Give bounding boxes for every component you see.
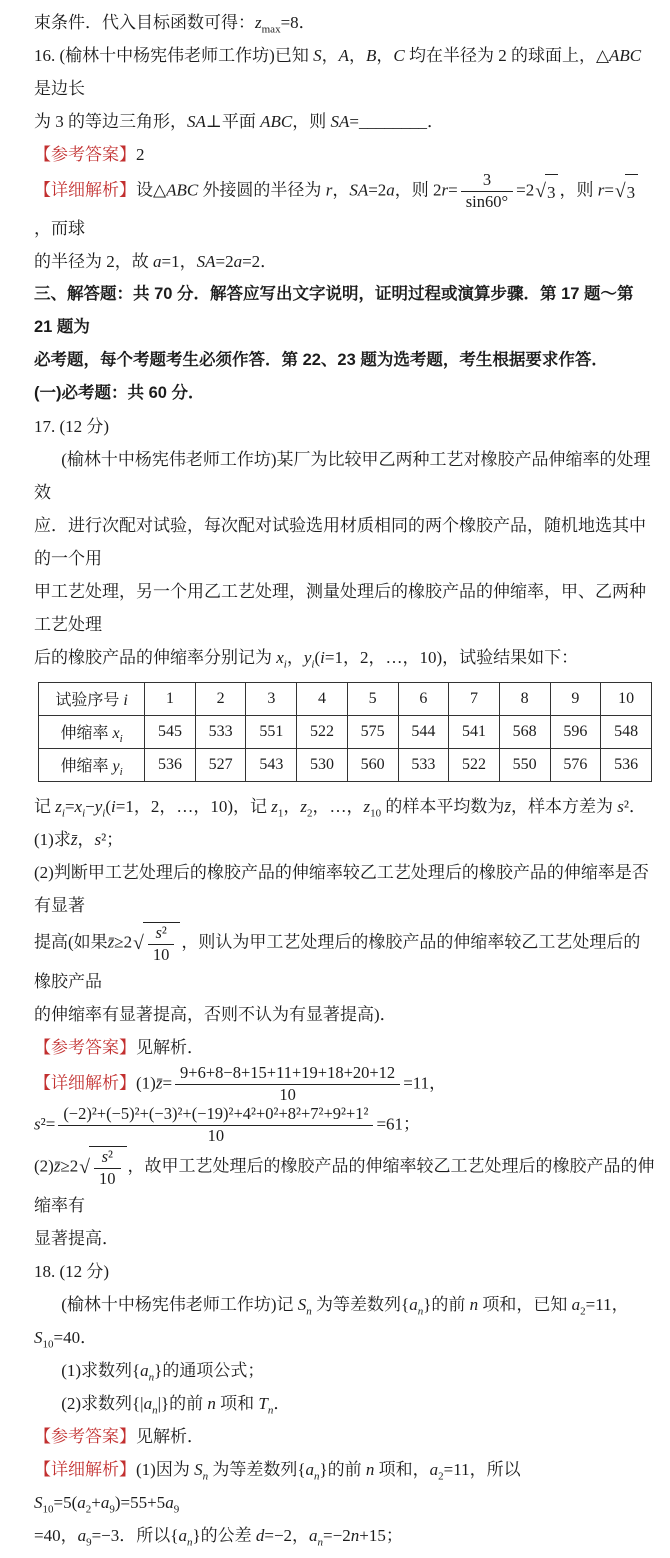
table-cell: 596 — [550, 715, 601, 748]
math-subscript: i — [311, 658, 315, 671]
q17-part2-line3: 的伸缩率有显著提高，否则不认为有显著提高)． — [34, 1004, 397, 1024]
section3-header-line2: 必考题，每个考题考生必须作答．第 22、23 题为选考题，考生根据要求作答． — [34, 350, 608, 369]
math-variable: s — [101, 1146, 109, 1166]
table-header-cell: 9 — [550, 682, 601, 715]
math-variable: y — [94, 796, 103, 816]
math-fraction — [148, 924, 175, 965]
math-fraction — [461, 171, 513, 212]
math-variable: x — [276, 647, 284, 667]
fraction-numerator: s² — [94, 1148, 121, 1169]
q17-analysis-line3: (2)z̄≥2 √ $\frac{\text{s²}}{10}$ ，故甲工艺处理后的橡胶产品的伸缩率较乙工艺处理后的橡胶产品的伸缩率有 — [34, 1146, 655, 1215]
q18-answer: 【参考答案】见解析． — [34, 1426, 204, 1446]
table-cell: 533 — [195, 715, 246, 748]
math-variable: a — [233, 251, 243, 271]
table-cell: 575 — [347, 715, 398, 748]
radical-sign-icon: √ — [535, 180, 546, 202]
q17-stem-line5: 记 $z_i=x_i-y_i(i=1$，2，…，10)，记 $z_1$，$z_2$，…，$z_{10}$ 的样本平均数为z̄，样本方差为 s²． — [34, 796, 646, 820]
math-variable: SA — [187, 112, 206, 131]
math-variable: ABC — [166, 180, 199, 200]
math-variable: S — [297, 1294, 307, 1314]
math-variable-mean: z̄ — [107, 932, 115, 952]
math-subscript: 2 — [580, 1305, 586, 1318]
q17-analysis-line1: 【详细解析】(1)z̄= $\frac{9+6+8-8+15+11+19+18+20+12}{10}$ =11， — [34, 1062, 447, 1104]
math-variable: s — [617, 796, 624, 816]
q18-part2: (2)求数列$\{|a_n|\}$的前 n 项和 $T_n$． — [61, 1393, 291, 1417]
table-cell: 568 — [499, 715, 550, 748]
radical-body — [89, 1146, 127, 1189]
table-cell: 543 — [246, 748, 297, 781]
q18-stem-line1: (榆林十中杨宪伟老师工作坊)记 $S_n$ 为等差数列$\{a_n\}$的前 n 项和，已知 $a_2=11$，$S_{10}=40$． — [34, 1294, 629, 1351]
math-variable: y — [303, 647, 312, 667]
math-variable: z — [55, 796, 62, 816]
table-row — [39, 715, 652, 748]
math-variable: r — [597, 180, 605, 200]
table-header-cell: 7 — [449, 682, 500, 715]
math-subscript: n — [317, 1536, 324, 1549]
math-radical — [535, 174, 558, 209]
table-cell: 544 — [398, 715, 449, 748]
math-variable: i — [123, 692, 128, 710]
math-variable: a — [143, 1393, 153, 1413]
q17-stem-line2: 应．进行次配对试验，每次配对试验选用材质相同的两个橡胶产品，随机地选其中的一个用 — [34, 515, 646, 568]
table-header-cell: 3 — [246, 682, 297, 715]
math-subscript: max — [261, 23, 281, 36]
q16-analysis-line2: 的半径为 2，故 a=1，SA=2a=2． — [34, 251, 278, 271]
fraction-denominator: 10 — [207, 1125, 225, 1145]
math-variable: SA — [196, 251, 216, 271]
table-cell: 522 — [297, 715, 348, 748]
q17-stem-line1: (榆林十中杨宪伟老师工作坊)某厂为比较甲乙两种工艺对橡胶产品伸缩率的处理效 — [34, 449, 651, 502]
math-subscript: n — [306, 1305, 312, 1318]
math-variable: S — [313, 46, 322, 65]
q16-stem-line2: 为 3 的等边三角形，SA⊥平面 ABC，则 SA=________． — [34, 112, 444, 131]
math-subscript: i — [119, 733, 123, 746]
math-variable: SA — [349, 180, 369, 200]
table-cell: 522 — [449, 748, 500, 781]
q17-part2-line1: (2)判断甲工艺处理后的橡胶产品的伸缩率较乙工艺处理后的橡胶产品的伸缩率是否有显著 — [34, 862, 649, 915]
section3-part1-header: (一)必考题：共 60 分． — [34, 383, 205, 402]
radical-body: 3 — [625, 174, 639, 209]
math-subscript: n — [202, 1470, 209, 1483]
table-cell: 576 — [550, 748, 601, 781]
table-cell: 560 — [347, 748, 398, 781]
q16-stem-line1: 16. (榆林十中杨宪伟老师工作坊)已知 S，A，B，C 均在半径为 2 的球面上，△ABC 是边长 — [34, 46, 642, 98]
answer-label: 【详细解析】 — [34, 1459, 136, 1479]
table-cell: 545 — [145, 715, 196, 748]
answer-label: 【参考答案】 — [34, 145, 136, 164]
table-header-cell: 10 — [601, 682, 652, 715]
table-header-cell: 6 — [398, 682, 449, 715]
table-header-cell: 2 — [195, 682, 246, 715]
math-variable: a — [77, 1525, 87, 1545]
math-variable: T — [258, 1393, 268, 1413]
table-header-cell: 4 — [297, 682, 348, 715]
math-subscript: n — [267, 1404, 274, 1417]
q16-analysis-line1: 【详细解析】设△ABC 外接圆的半径为 r，SA=2a，则 2r= $\frac{3}{\sin 60^\circ}$ =2 √ 3 ，则 r= √ 3 ，而球 — [34, 171, 656, 245]
math-variable: a — [140, 1360, 149, 1380]
math-variable: ABC — [609, 46, 642, 65]
table-cell: 536 — [145, 748, 196, 781]
math-variable: r — [325, 180, 333, 200]
radical-sign-icon: √ — [133, 932, 144, 954]
radical-body — [143, 922, 181, 965]
math-subscript: 10 — [42, 1503, 54, 1516]
math-variable: B — [365, 46, 377, 65]
math-radical — [615, 174, 638, 209]
q17-part2-line2: 提高(如果z̄≥2 √ $\frac{\text{s²}}{10}$ ，则认为甲工艺处理后的橡胶产品的伸缩率较乙工艺处理后的橡胶产品 — [34, 922, 641, 991]
carryover-line: 束条件．代入目标函数可得：$z_{max}=8$． — [34, 13, 316, 36]
answer-label: 【详细解析】 — [34, 1073, 136, 1093]
table-header-cell: 8 — [499, 682, 550, 715]
math-variable: S — [34, 1327, 43, 1347]
math-variable: n — [350, 1525, 360, 1545]
fraction-denominator: sin60° — [465, 191, 509, 211]
answer-label: 【参考答案】 — [34, 1037, 136, 1057]
table-row — [39, 748, 652, 781]
math-variable: z — [271, 796, 278, 816]
q18-number: 18. (12 分) — [34, 1261, 110, 1281]
math-variable: s — [34, 1114, 41, 1134]
math-variable: C — [393, 46, 405, 65]
table-header-cell: 1 — [145, 682, 196, 715]
math-subscript: 9 — [109, 1503, 115, 1516]
table-cell: 550 — [499, 748, 550, 781]
math-variable: a — [165, 1492, 174, 1512]
math-subscript: 2 — [438, 1470, 444, 1483]
math-variable-mean: z̄ — [53, 1156, 61, 1176]
table-cell: 541 — [449, 715, 500, 748]
math-subscript: n — [417, 1305, 424, 1318]
math-fraction — [58, 1105, 373, 1146]
math-variable: a — [386, 180, 395, 200]
math-variable: z — [300, 796, 307, 816]
math-radical — [133, 922, 180, 965]
math-variable: ABC — [260, 112, 293, 131]
math-variable: a — [153, 251, 162, 271]
fraction-numerator: (−2)²+(−5)²+(−3)²+(−19)²+4²+0²+8²+7²+9²+1² — [58, 1105, 373, 1126]
math-variable-mean: z̄ — [155, 1073, 163, 1093]
math-variable: x — [74, 796, 83, 816]
math-variable: i — [111, 796, 116, 816]
math-variable: s — [155, 922, 162, 942]
radical-sign-icon: √ — [79, 1156, 91, 1178]
math-fraction — [175, 1064, 400, 1105]
math-subscript: n — [148, 1371, 155, 1384]
table-header-cell: 5 — [347, 682, 398, 715]
fraction-numerator: s² — [148, 924, 175, 945]
math-variable: a — [429, 1459, 439, 1479]
q17-part1: (1)求z̄，s²； — [34, 829, 124, 849]
fraction-denominator: 10 — [99, 1168, 116, 1188]
math-variable-mean: z̄ — [70, 829, 78, 849]
math-subscript: 10 — [370, 807, 382, 820]
q17-number: 17. (12 分) — [34, 416, 110, 436]
math-fraction — [94, 1148, 121, 1189]
fraction-denominator: 10 — [279, 1084, 296, 1104]
math-variable: a — [409, 1294, 418, 1314]
math-subscript: 2 — [85, 1503, 92, 1516]
fraction-numerator: 9+6+8−8+15+11+19+18+20+12 — [175, 1064, 400, 1085]
table-header-label: 试验序号 i — [39, 682, 145, 715]
math-radical — [79, 1146, 126, 1189]
math-subscript: 10 — [42, 1338, 54, 1351]
math-subscript: 1 — [277, 807, 284, 820]
math-variable: n — [365, 1459, 375, 1479]
math-subscript: 9 — [173, 1503, 180, 1516]
math-subscript: n — [186, 1536, 193, 1549]
math-variable: S — [34, 1492, 43, 1512]
math-variable: r — [441, 180, 449, 200]
radical-sign-icon: √ — [614, 180, 626, 202]
table-cell: 527 — [195, 748, 246, 781]
math-variable: SA — [330, 112, 350, 131]
math-subscript: i — [82, 807, 86, 820]
fraction-numerator: 3 — [461, 171, 513, 192]
math-variable: i — [320, 647, 325, 667]
math-variable: d — [255, 1525, 265, 1545]
math-subscript: i — [283, 658, 287, 671]
section3-header-line1: 三、解答题：共 70 分．解答应写出文字说明，证明过程或演算步骤．第 17 题～第 21 题为 — [34, 284, 634, 336]
experiment-data-table — [38, 682, 652, 782]
q18-analysis-line1: 【详细解析】(1)因为 $S_n$ 为等差数列$\{a_n\}$的前 n 项和，$a_2=11$，所以 $S_{10}=5(a_2+a_9)=55+5a_9$ — [34, 1459, 521, 1516]
table-cell: 551 — [246, 715, 297, 748]
math-variable: x — [112, 725, 120, 743]
q16-answer: 【参考答案】2 — [34, 145, 145, 164]
math-subscript: n — [152, 1404, 158, 1417]
math-variable: n — [207, 1393, 216, 1413]
math-variable: a — [309, 1525, 318, 1545]
math-variable: z — [255, 13, 262, 32]
answer-label: 【详细解析】 — [34, 180, 136, 200]
math-variable: a — [178, 1525, 187, 1545]
math-variable: a — [571, 1294, 581, 1314]
math-variable: a — [100, 1492, 110, 1512]
row-label-cell: 伸缩率 $y_i$ — [39, 748, 145, 781]
math-variable: n — [469, 1294, 479, 1314]
fraction-denominator: 10 — [152, 944, 170, 964]
math-variable: z — [363, 796, 371, 816]
q17-analysis-line4: 显著提高． — [34, 1228, 119, 1248]
q17-analysis-line2: s²= $\frac{\text{(−2)²+(−5)²+(−3)²+(−19)²+4²+0²+8²+7²+9²+1²}}{10}$ =61； — [34, 1103, 421, 1145]
row-label-cell: 伸缩率 $x_i$ — [39, 715, 145, 748]
q17-answer: 【参考答案】见解析． — [34, 1037, 204, 1057]
math-variable: s — [94, 829, 102, 849]
answer-label: 【参考答案】 — [34, 1426, 136, 1446]
math-variable: a — [305, 1459, 314, 1479]
table-cell: 536 — [601, 748, 652, 781]
math-variable: a — [77, 1492, 86, 1512]
math-subscript: n — [314, 1470, 320, 1483]
table-cell: 530 — [297, 748, 348, 781]
math-subscript: 2 — [307, 807, 313, 820]
q18-analysis-line2: =40，$a_9=-3$．所以$\{a_n\}$的公差 d=−2，$a_n=-2n+15$； — [34, 1525, 403, 1549]
q17-stem-line4: 后的橡胶产品的伸缩率分别记为 $x_i$，$y_i(i=1$，2，…，10)，试验结果如下： — [34, 647, 579, 671]
math-subscript: 9 — [86, 1536, 92, 1549]
table-cell: 548 — [601, 715, 652, 748]
q18-part1: (1)求数列$\{a_n\}$的通项公式； — [61, 1360, 265, 1384]
math-variable: y — [112, 758, 120, 776]
math-variable: S — [194, 1459, 203, 1479]
table-cell: 533 — [398, 748, 449, 781]
math-subscript: i — [102, 807, 106, 820]
math-subscript: i — [61, 807, 65, 820]
math-subscript: i — [119, 766, 123, 779]
q17-stem-line3: 甲工艺处理，另一个用乙工艺处理，测量处理后的橡胶产品的伸缩率，甲、乙两种工艺处理 — [34, 581, 646, 634]
radical-body: 3 — [545, 174, 559, 209]
math-variable-mean: z̄ — [504, 796, 511, 816]
math-variable: A — [338, 46, 349, 65]
table-header-row — [39, 682, 652, 715]
